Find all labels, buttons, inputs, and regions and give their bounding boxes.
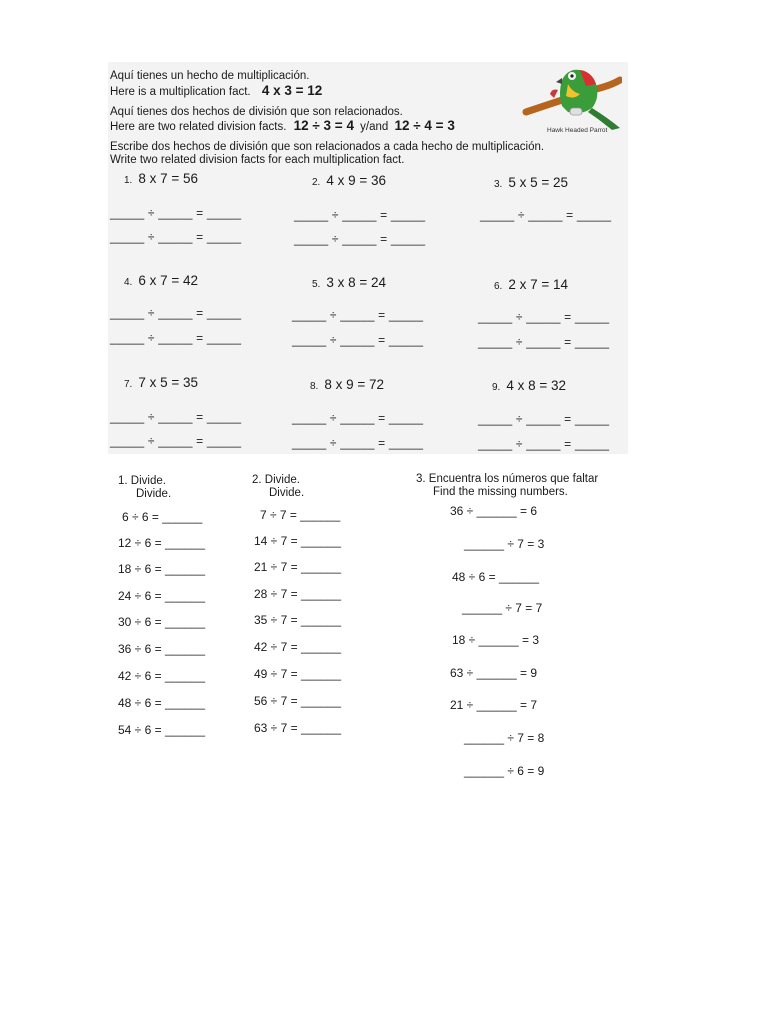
intro-line-6: Write two related division facts for each multiplication fact. — [110, 154, 405, 166]
parrot-caption: Hawk Headed Parrot — [547, 127, 608, 134]
intro-line-2-text: Here is a multiplication fact. — [110, 86, 251, 98]
section3-item[interactable]: ______ ÷ 7 = 7 — [462, 601, 543, 615]
section2-item[interactable]: 42 ÷ 7 = ______ — [254, 640, 341, 654]
answer-line[interactable]: _____ ÷ _____ = _____ — [294, 208, 426, 222]
problem-number: 6. — [494, 281, 503, 292]
section2-header: 2. Divide. — [252, 474, 300, 486]
problem-number: 7. — [124, 379, 133, 390]
problem-number: 9. — [492, 382, 501, 393]
section2-item[interactable]: 35 ÷ 7 = ______ — [254, 613, 341, 627]
section1-item[interactable]: 24 ÷ 6 = ______ — [118, 589, 205, 603]
section3-item[interactable]: 63 ÷ ______ = 9 — [450, 666, 537, 680]
problem-number: 1. — [124, 175, 133, 186]
answer-line[interactable]: _____ ÷ _____ = _____ — [292, 333, 424, 347]
problem-4 — [124, 273, 198, 288]
section3-header: 3. Encuentra los números que faltar — [416, 473, 599, 485]
intro-division-fact-2: 12 ÷ 4 = 3 — [394, 118, 455, 133]
answer-line[interactable]: _____ ÷ _____ = _____ — [292, 436, 424, 450]
parrot-illustration — [522, 64, 622, 136]
problem-8 — [310, 377, 384, 392]
problem-fact: 8 x 7 = 56 — [138, 171, 199, 186]
problem-number: 8. — [310, 381, 319, 392]
section1-item[interactable]: 12 ÷ 6 = ______ — [118, 536, 205, 550]
problem-number: 5. — [312, 279, 321, 290]
intro-division-fact-1: 12 ÷ 3 = 4 — [293, 118, 354, 133]
problem-fact: 4 x 8 = 32 — [506, 378, 567, 393]
section1-item[interactable]: 54 ÷ 6 = ______ — [118, 723, 205, 737]
answer-line[interactable]: _____ ÷ _____ = _____ — [110, 331, 242, 345]
section2-item[interactable]: 63 ÷ 7 = ______ — [254, 721, 341, 735]
section1-item[interactable]: 42 ÷ 6 = ______ — [118, 669, 205, 683]
section1-header: 1. Divide. — [118, 475, 166, 487]
answer-line[interactable]: _____ ÷ _____ = _____ — [478, 335, 610, 349]
problem-2 — [312, 173, 386, 188]
problem-3 — [494, 175, 568, 190]
section1-item[interactable]: 48 ÷ 6 = ______ — [118, 696, 205, 710]
section2-item[interactable]: 28 ÷ 7 = ______ — [254, 587, 341, 601]
section3-subheader: Find the missing numbers. — [433, 486, 568, 498]
answer-line[interactable]: _____ ÷ _____ = _____ — [292, 411, 424, 425]
problem-fact: 8 x 9 = 72 — [324, 377, 385, 392]
problem-fact: 6 x 7 = 42 — [138, 273, 199, 288]
answer-line[interactable]: _____ ÷ _____ = _____ — [292, 308, 424, 322]
section3-item[interactable]: ______ ÷ 6 = 9 — [464, 764, 545, 778]
section1-item[interactable]: 6 ÷ 6 = ______ — [122, 510, 203, 524]
section3-item[interactable]: ______ ÷ 7 = 3 — [464, 537, 545, 551]
section3-item[interactable]: 18 ÷ ______ = 3 — [452, 633, 539, 647]
answer-line[interactable]: _____ ÷ _____ = _____ — [110, 410, 242, 424]
answer-line[interactable]: _____ ÷ _____ = _____ — [478, 310, 610, 324]
problem-1 — [124, 171, 198, 186]
section1-subheader: Divide. — [136, 488, 172, 500]
problem-fact: 7 x 5 = 35 — [138, 375, 199, 390]
intro-line-5: Escribe dos hechos de división que son relacionados a cada hecho de multiplicación. — [110, 141, 545, 153]
intro-line-2 — [110, 84, 322, 99]
problem-fact: 5 x 5 = 25 — [508, 175, 569, 190]
intro-line-4 — [110, 119, 455, 134]
answer-line[interactable]: _____ ÷ _____ = _____ — [110, 206, 242, 220]
intro-line-4-text: Here are two related division facts. — [110, 121, 287, 133]
section3-item[interactable]: ______ ÷ 7 = 8 — [464, 731, 545, 745]
section1-item[interactable]: 30 ÷ 6 = ______ — [118, 615, 205, 629]
section1-item[interactable]: 36 ÷ 6 = ______ — [118, 642, 205, 656]
intro-multiplication-fact: 4 x 3 = 12 — [261, 83, 323, 98]
problem-5 — [312, 275, 386, 290]
problem-9 — [492, 378, 566, 393]
answer-line[interactable]: _____ ÷ _____ = _____ — [110, 230, 242, 244]
problem-number: 4. — [124, 277, 133, 288]
problem-7 — [124, 375, 198, 390]
answer-line[interactable]: _____ ÷ _____ = _____ — [110, 434, 242, 448]
intro-conjunction: y/and — [360, 121, 389, 133]
answer-line[interactable]: _____ ÷ _____ = _____ — [478, 437, 610, 451]
intro-line-1: Aquí tienes un hecho de multiplicación. — [110, 70, 310, 82]
section3-item[interactable]: 36 ÷ ______ = 6 — [450, 504, 537, 518]
problem-fact: 4 x 9 = 36 — [326, 173, 387, 188]
section3-item[interactable]: 21 ÷ ______ = 7 — [450, 698, 537, 712]
answer-line[interactable]: _____ ÷ _____ = _____ — [480, 208, 612, 222]
section2-item[interactable]: 56 ÷ 7 = ______ — [254, 694, 341, 708]
section2-item[interactable]: 49 ÷ 7 = ______ — [254, 667, 341, 681]
section1-item[interactable]: 18 ÷ 6 = ______ — [118, 562, 205, 576]
intro-line-3: Aquí tienes dos hechos de división que son relacionados. — [110, 106, 403, 118]
problem-fact: 2 x 7 = 14 — [508, 277, 569, 292]
problem-number: 2. — [312, 177, 321, 188]
section2-item[interactable]: 14 ÷ 7 = ______ — [254, 534, 341, 548]
problem-number: 3. — [494, 179, 503, 190]
section2-subheader: Divide. — [269, 487, 305, 499]
answer-line[interactable]: _____ ÷ _____ = _____ — [478, 412, 610, 426]
section2-item[interactable]: 21 ÷ 7 = ______ — [254, 560, 341, 574]
section2-item[interactable]: 7 ÷ 7 = ______ — [260, 508, 341, 522]
section3-item[interactable]: 48 ÷ 6 = ______ — [452, 570, 539, 584]
problem-6 — [494, 277, 568, 292]
answer-line[interactable]: _____ ÷ _____ = _____ — [110, 306, 242, 320]
problem-fact: 3 x 8 = 24 — [326, 275, 387, 290]
answer-line[interactable]: _____ ÷ _____ = _____ — [294, 232, 426, 246]
